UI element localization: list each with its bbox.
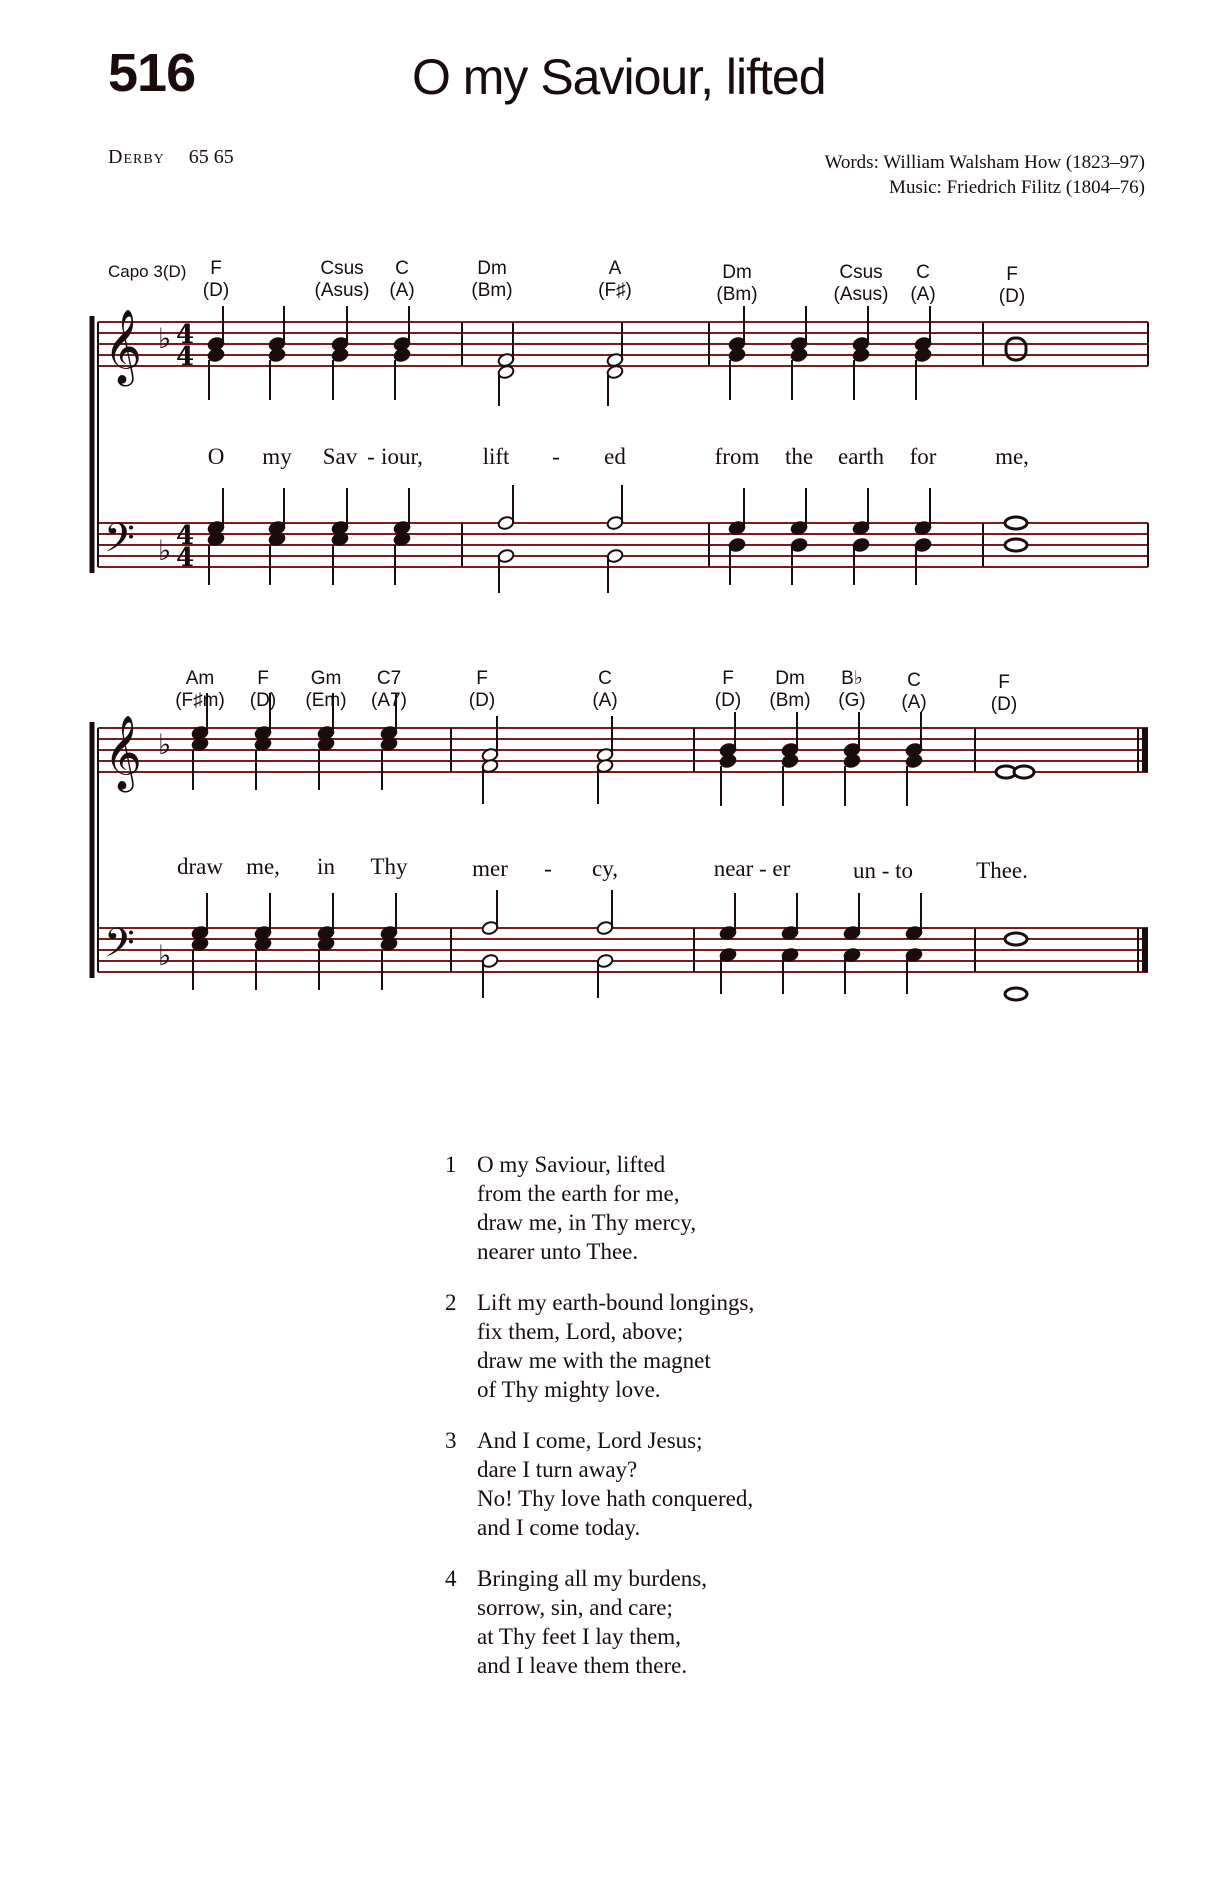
tune-name: Derby <box>108 146 165 168</box>
chord-symbol: Dm (Bm) <box>769 668 811 711</box>
hymn-title: O my Saviour, lifted <box>412 49 826 105</box>
lyric-syllable: un - to <box>852 858 914 883</box>
bass-clef-icon: 𝄢 <box>104 515 135 571</box>
verse-line: at Thy feet I lay them, <box>477 1624 681 1649</box>
chord-symbol: Csus (Asus) <box>314 258 370 301</box>
chord-symbol: A (F♯) <box>598 258 632 301</box>
treble-clef-icon: 𝄞 <box>104 716 142 790</box>
verse-line: draw me, in Thy mercy, <box>477 1210 697 1235</box>
words-credit: Words: William Walsham How (1823–97) <box>824 152 1145 173</box>
tune-meter: 65 65 <box>188 146 234 168</box>
lyric-syllable: - <box>544 856 552 881</box>
chord-symbol: F (D) <box>990 672 1018 715</box>
clefs <box>104 310 194 976</box>
chord-symbol: F (D) <box>202 258 230 301</box>
verse-line: from the earth for me, <box>477 1181 680 1206</box>
time-signature-icon: 4 <box>176 543 195 573</box>
verse-line: and I come today. <box>477 1515 641 1540</box>
lyric-syllable: earth <box>838 444 884 469</box>
verse-1 <box>445 1150 754 1266</box>
chord-symbol: C (A) <box>901 670 927 713</box>
whole-note <box>1005 988 1027 1000</box>
whole-note <box>1005 933 1027 945</box>
lyric-syllable: draw <box>177 854 223 879</box>
verse-line: nearer unto Thee. <box>477 1239 639 1264</box>
treble-clef-icon: 𝄞 <box>104 310 142 384</box>
flat-icon: ♭ <box>158 322 172 355</box>
verses <box>445 1150 754 1702</box>
verse-line: Lift my earth-bound longings, <box>477 1290 755 1315</box>
lyric-syllable: my <box>262 444 292 469</box>
lyric-syllable: in <box>317 854 335 879</box>
whole-note <box>1005 539 1027 551</box>
chord-symbol: C (A) <box>592 668 618 711</box>
staff-lines <box>98 322 1148 972</box>
verse-3 <box>445 1426 754 1542</box>
verse-line: No! Thy love hath conquered, <box>477 1486 754 1511</box>
lyric-syllable: the <box>784 444 814 469</box>
chord-symbol: C7 (A7) <box>371 668 407 711</box>
lyric-syllable: cy, <box>592 856 618 881</box>
chord-symbol: Gm (Em) <box>305 668 347 711</box>
lyric-syllable: Sav <box>322 444 358 469</box>
system-brackets <box>92 316 1148 978</box>
chord-symbol: C (A) <box>389 258 415 301</box>
verse-line: sorrow, sin, and care; <box>477 1595 673 1620</box>
verse-4 <box>445 1564 754 1680</box>
verse-line: Bringing all my burdens, <box>477 1566 707 1591</box>
lyric-syllable: near - er <box>713 856 791 881</box>
flat-icon: ♭ <box>158 728 172 761</box>
bass-clef-icon: 𝄢 <box>104 920 135 976</box>
flat-icon: ♭ <box>158 939 172 972</box>
verse-line: And I come, Lord Jesus; <box>477 1428 703 1453</box>
verse-number: 1 <box>445 1152 457 1177</box>
time-signature-icon: 4 <box>176 320 195 350</box>
lyric-syllable: O <box>207 444 225 469</box>
hymn-number: 516 <box>108 43 196 103</box>
lyric-syllable: ed <box>604 444 626 469</box>
chord-symbol: Dm (Bm) <box>471 258 513 301</box>
whole-note <box>1005 517 1027 529</box>
chord-symbol: F (D) <box>468 668 496 711</box>
lyric-syllable: Thee. <box>976 858 1028 883</box>
chord-symbol: Dm (Bm) <box>716 262 758 305</box>
verse-line: of Thy mighty love. <box>477 1377 661 1402</box>
capo-label: Capo 3(D) <box>108 262 187 281</box>
lyric-syllable: for <box>909 444 937 469</box>
lyric-syllable: from <box>714 444 760 469</box>
chord-symbol: B♭ (G) <box>838 668 866 711</box>
chord-symbol: C (A) <box>910 262 936 305</box>
verse-number: 3 <box>445 1428 457 1453</box>
verse-line: and I leave them there. <box>477 1653 688 1678</box>
lyric-syllable: - <box>552 444 560 469</box>
chord-symbol: Csus (Asus) <box>833 262 889 305</box>
lyric-syllable: Thy <box>370 854 408 879</box>
verse-line: dare I turn away? <box>477 1457 638 1482</box>
chord-symbol: F (D) <box>249 668 277 711</box>
verse-number: 4 <box>445 1566 457 1591</box>
lyric-syllable: me, <box>995 444 1029 469</box>
verse-line: draw me with the magnet <box>477 1348 711 1373</box>
chord-symbol: Am (F♯m) <box>175 668 225 711</box>
time-signature-icon: 4 <box>176 521 195 551</box>
time-signature-icon: 4 <box>176 342 195 372</box>
music-credit: Music: Friedrich Filitz (1804–76) <box>889 177 1145 198</box>
verse-line: O my Saviour, lifted <box>477 1152 666 1177</box>
whole-note <box>1006 338 1026 360</box>
verse-number: 2 <box>445 1290 457 1315</box>
lyric-syllable: mer <box>472 856 508 881</box>
chord-symbol: F (D) <box>714 668 742 711</box>
lyric-syllable: me, <box>246 854 280 879</box>
verse-line: fix them, Lord, above; <box>477 1319 684 1344</box>
lyric-syllable: lift <box>482 444 510 469</box>
whole-note <box>1014 766 1034 778</box>
chord-symbol: F (D) <box>998 264 1026 307</box>
verse-2 <box>445 1288 754 1404</box>
lyric-syllable: - <box>367 444 375 469</box>
notes <box>191 306 1034 1000</box>
lyric-syllable: iour, <box>381 444 423 469</box>
flat-icon: ♭ <box>158 534 172 567</box>
